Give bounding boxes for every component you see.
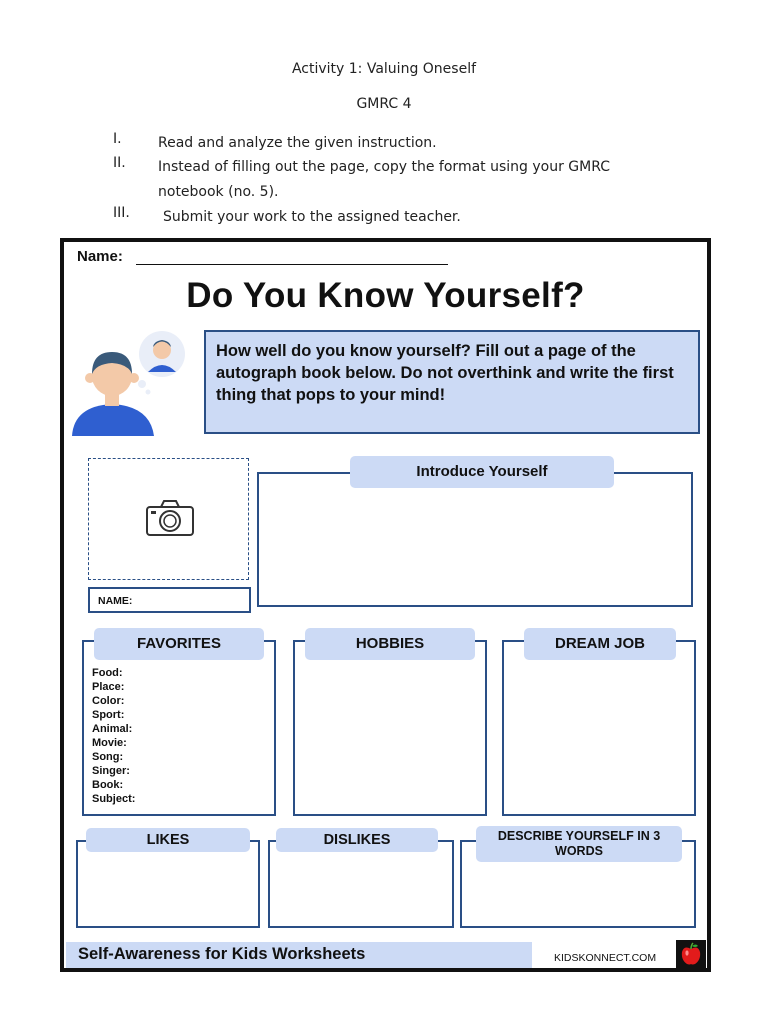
- likes-panel[interactable]: [76, 840, 260, 928]
- instruction-number: II.: [113, 155, 126, 171]
- name-line: [136, 264, 448, 265]
- describe-yourself-tab: DESCRIBE YOURSELF IN 3 WORDS: [476, 826, 682, 862]
- instruction-text: Read and analyze the given instruction.: [158, 135, 437, 151]
- apple-icon: [676, 940, 706, 968]
- footer-title: Self-Awareness for Kids Worksheets: [66, 942, 532, 968]
- intro-instruction-box: How well do you know yourself? Fill out a page of the autograph book below. Do not overthink and write the first thing that pops to your mind!: [204, 330, 700, 434]
- instruction-number: III.: [113, 205, 130, 221]
- dream-job-tab: DREAM JOB: [524, 628, 676, 660]
- activity-subject: GMRC 4: [356, 96, 412, 112]
- instruction-text: Instead of filling out the page, copy the format using your GMRC notebook (no. 5).: [158, 159, 611, 200]
- likes-tab: LIKES: [86, 828, 250, 852]
- name-label: Name:: [77, 248, 123, 265]
- favorite-book: Book:: [92, 779, 124, 791]
- instruction-number: I.: [113, 131, 122, 147]
- favorite-movie: Movie:: [92, 737, 127, 749]
- favorite-sport: Sport:: [92, 709, 125, 721]
- dislikes-tab: DISLIKES: [276, 828, 438, 852]
- instruction-text: Submit your work to the assigned teacher.: [163, 209, 461, 225]
- favorite-subject: Subject:: [92, 793, 136, 805]
- thinking-person-illustration: [70, 330, 200, 436]
- worksheet-title: Do You Know Yourself?: [186, 276, 585, 315]
- camera-icon: [145, 499, 195, 537]
- favorite-animal: Animal:: [92, 723, 133, 735]
- dream-job-panel[interactable]: [502, 640, 696, 816]
- name-box[interactable]: NAME:: [88, 587, 251, 613]
- hobbies-panel[interactable]: [293, 640, 487, 816]
- dislikes-panel[interactable]: [268, 840, 454, 928]
- favorites-tab: FAVORITES: [94, 628, 264, 660]
- favorite-color: Color:: [92, 695, 125, 707]
- favorite-place: Place:: [92, 681, 125, 693]
- favorite-song: Song:: [92, 751, 124, 763]
- favorite-food: Food:: [92, 667, 123, 679]
- introduce-yourself-panel[interactable]: [257, 472, 693, 607]
- introduce-yourself-tab: Introduce Yourself: [350, 456, 614, 488]
- photo-box[interactable]: [88, 458, 249, 580]
- hobbies-tab: HOBBIES: [305, 628, 475, 660]
- footer-site: KIDSKONNECT.COM: [554, 952, 657, 964]
- favorites-list: [92, 666, 135, 806]
- activity-title: Activity 1: Valuing Oneself: [291, 61, 477, 77]
- favorite-singer: Singer:: [92, 765, 130, 777]
- worksheet: [60, 238, 711, 972]
